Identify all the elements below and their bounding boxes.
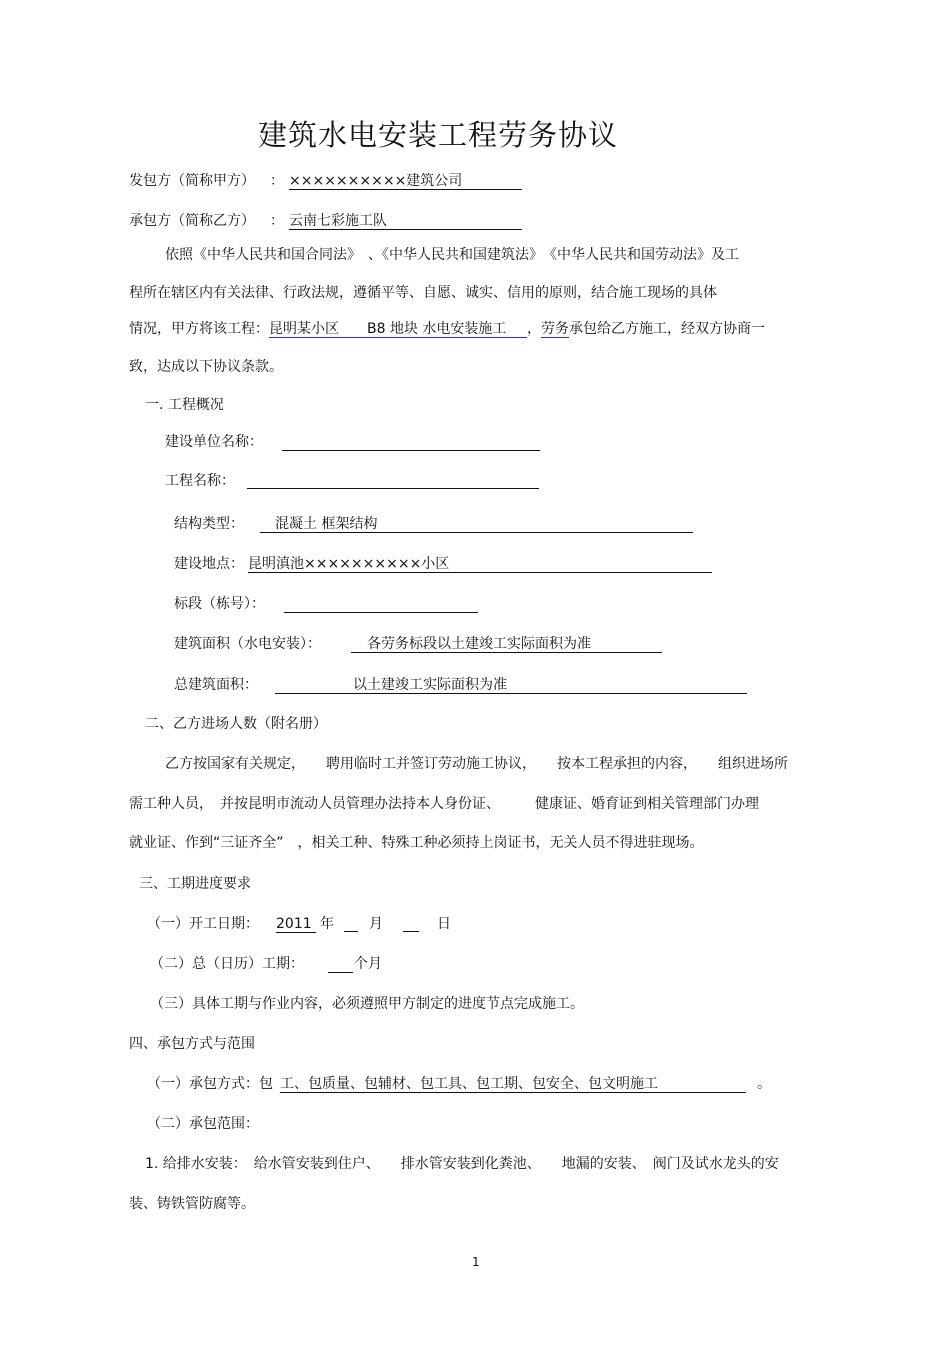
schedule-item-3: （三）具体工期与作业内容，必须遵照甲方制定的进度节点完成施工。 <box>150 996 584 1012</box>
preamble-suffix: 承包给乙方施工，经双方协商一 <box>569 321 765 337</box>
area-label: 建筑面积（水电安装）： <box>174 636 321 652</box>
section-number-blank <box>284 612 478 613</box>
section-2-line-1: 乙方按国家有关规定， 聘用临时工并签订劳动施工协议， 按本工程承担的内容， 组织进场所 <box>165 756 788 772</box>
month-unit: 月 <box>369 916 383 932</box>
contract-mode-label: （一）承包方式：包 <box>147 1076 273 1092</box>
location-value: 昆明滇池××××××××××小区 <box>248 557 712 573</box>
structure-label: 结构类型： <box>174 516 244 532</box>
start-date-label: （一）开工日期： <box>147 916 259 932</box>
party-b-colon: ： <box>270 213 284 229</box>
section-3-heading: 三、工期进度要求 <box>139 876 251 892</box>
party-a-colon: ： <box>270 173 284 189</box>
project-name-label: 工程名称： <box>165 473 235 489</box>
location-label: 建设地点： <box>174 556 244 572</box>
day-blank <box>403 931 419 932</box>
project-name-blank <box>247 488 539 489</box>
labor-value: 劳务 <box>541 321 569 337</box>
contract-mode-value: 工、包质量、包辅材、包工具、包工期、包安全、包文明施工 <box>280 1077 746 1093</box>
owner-blank <box>282 450 540 451</box>
page-title: 建筑水电安装工程劳务协议 <box>258 118 619 152</box>
contract-mode-end: 。 <box>757 1076 771 1092</box>
start-year-value: 2011 <box>276 917 316 933</box>
page-number: 1 <box>472 1255 480 1269</box>
preamble-line-3 <box>129 322 765 338</box>
total-area-value: 以土建竣工实际面积为准 <box>275 678 747 694</box>
preamble-prefix: 情况，甲方将该工程： <box>129 321 269 337</box>
party-a-value: ××××××××××建筑公司 <box>289 174 522 190</box>
project-name-value: 昆明某小区 B8 地块 水电安装施工 <box>269 322 527 338</box>
preamble-line-4: 致，达成以下协议条款。 <box>129 359 283 375</box>
party-a-label: 发包方（简称甲方） <box>129 173 255 189</box>
scope-label: （二）承包范围： <box>147 1116 259 1132</box>
scope-item-1-line-1: 1. 给排水安装： 给水管安装到住户、 排水管安装到化粪池、 地漏的安装、 阀门及试水龙头的安 <box>145 1156 779 1172</box>
owner-label: 建设单位名称： <box>165 434 263 450</box>
scope-item-1-line-2: 装、铸铁管防腐等。 <box>129 1196 255 1212</box>
party-b-label: 承包方（简称乙方） <box>129 213 255 229</box>
preamble-comma: ， <box>527 321 541 337</box>
preamble-line-1: 依照《中华人民共和国合同法》 、《中华人民共和国建筑法》 《中华人民共和国劳动法》及工 <box>165 247 739 263</box>
section-1-heading: 一. 工程概况 <box>145 397 224 413</box>
day-unit: 日 <box>437 916 451 932</box>
section-2-line-2: 需工种人员， 并按昆明市流动人员管理办法持本人身份证、 健康证、婚育证到相关管理部门办理 <box>129 796 759 812</box>
preamble-line-2: 程所在辖区内有关法律、行政法规，遵循平等、自愿、诚实、信用的原则，结合施工现场的具体 <box>129 285 717 301</box>
section-4-heading: 四、承包方式与范围 <box>129 1036 255 1052</box>
duration-unit: 个月 <box>354 956 382 972</box>
structure-value: 混凝土 框架结构 <box>260 517 693 533</box>
section-2-line-3: 就业证、作到“三证齐全” ，相关工种、特殊工种必须持上岗证书，无关人员不得进驻现场。 <box>129 835 704 851</box>
party-b-value: 云南七彩施工队 <box>289 214 522 230</box>
duration-blank <box>328 972 353 973</box>
duration-label: （二）总（日历）工期： <box>150 956 304 972</box>
year-unit: 年 <box>320 916 334 932</box>
area-value: 各劳务标段以土建竣工实际面积为准 <box>351 637 662 653</box>
section-2-heading: 二、乙方进场人数（附名册） <box>145 716 327 732</box>
month-blank <box>344 931 358 932</box>
total-area-label: 总建筑面积： <box>174 677 258 693</box>
section-number-label: 标段（栋号）： <box>174 596 265 612</box>
